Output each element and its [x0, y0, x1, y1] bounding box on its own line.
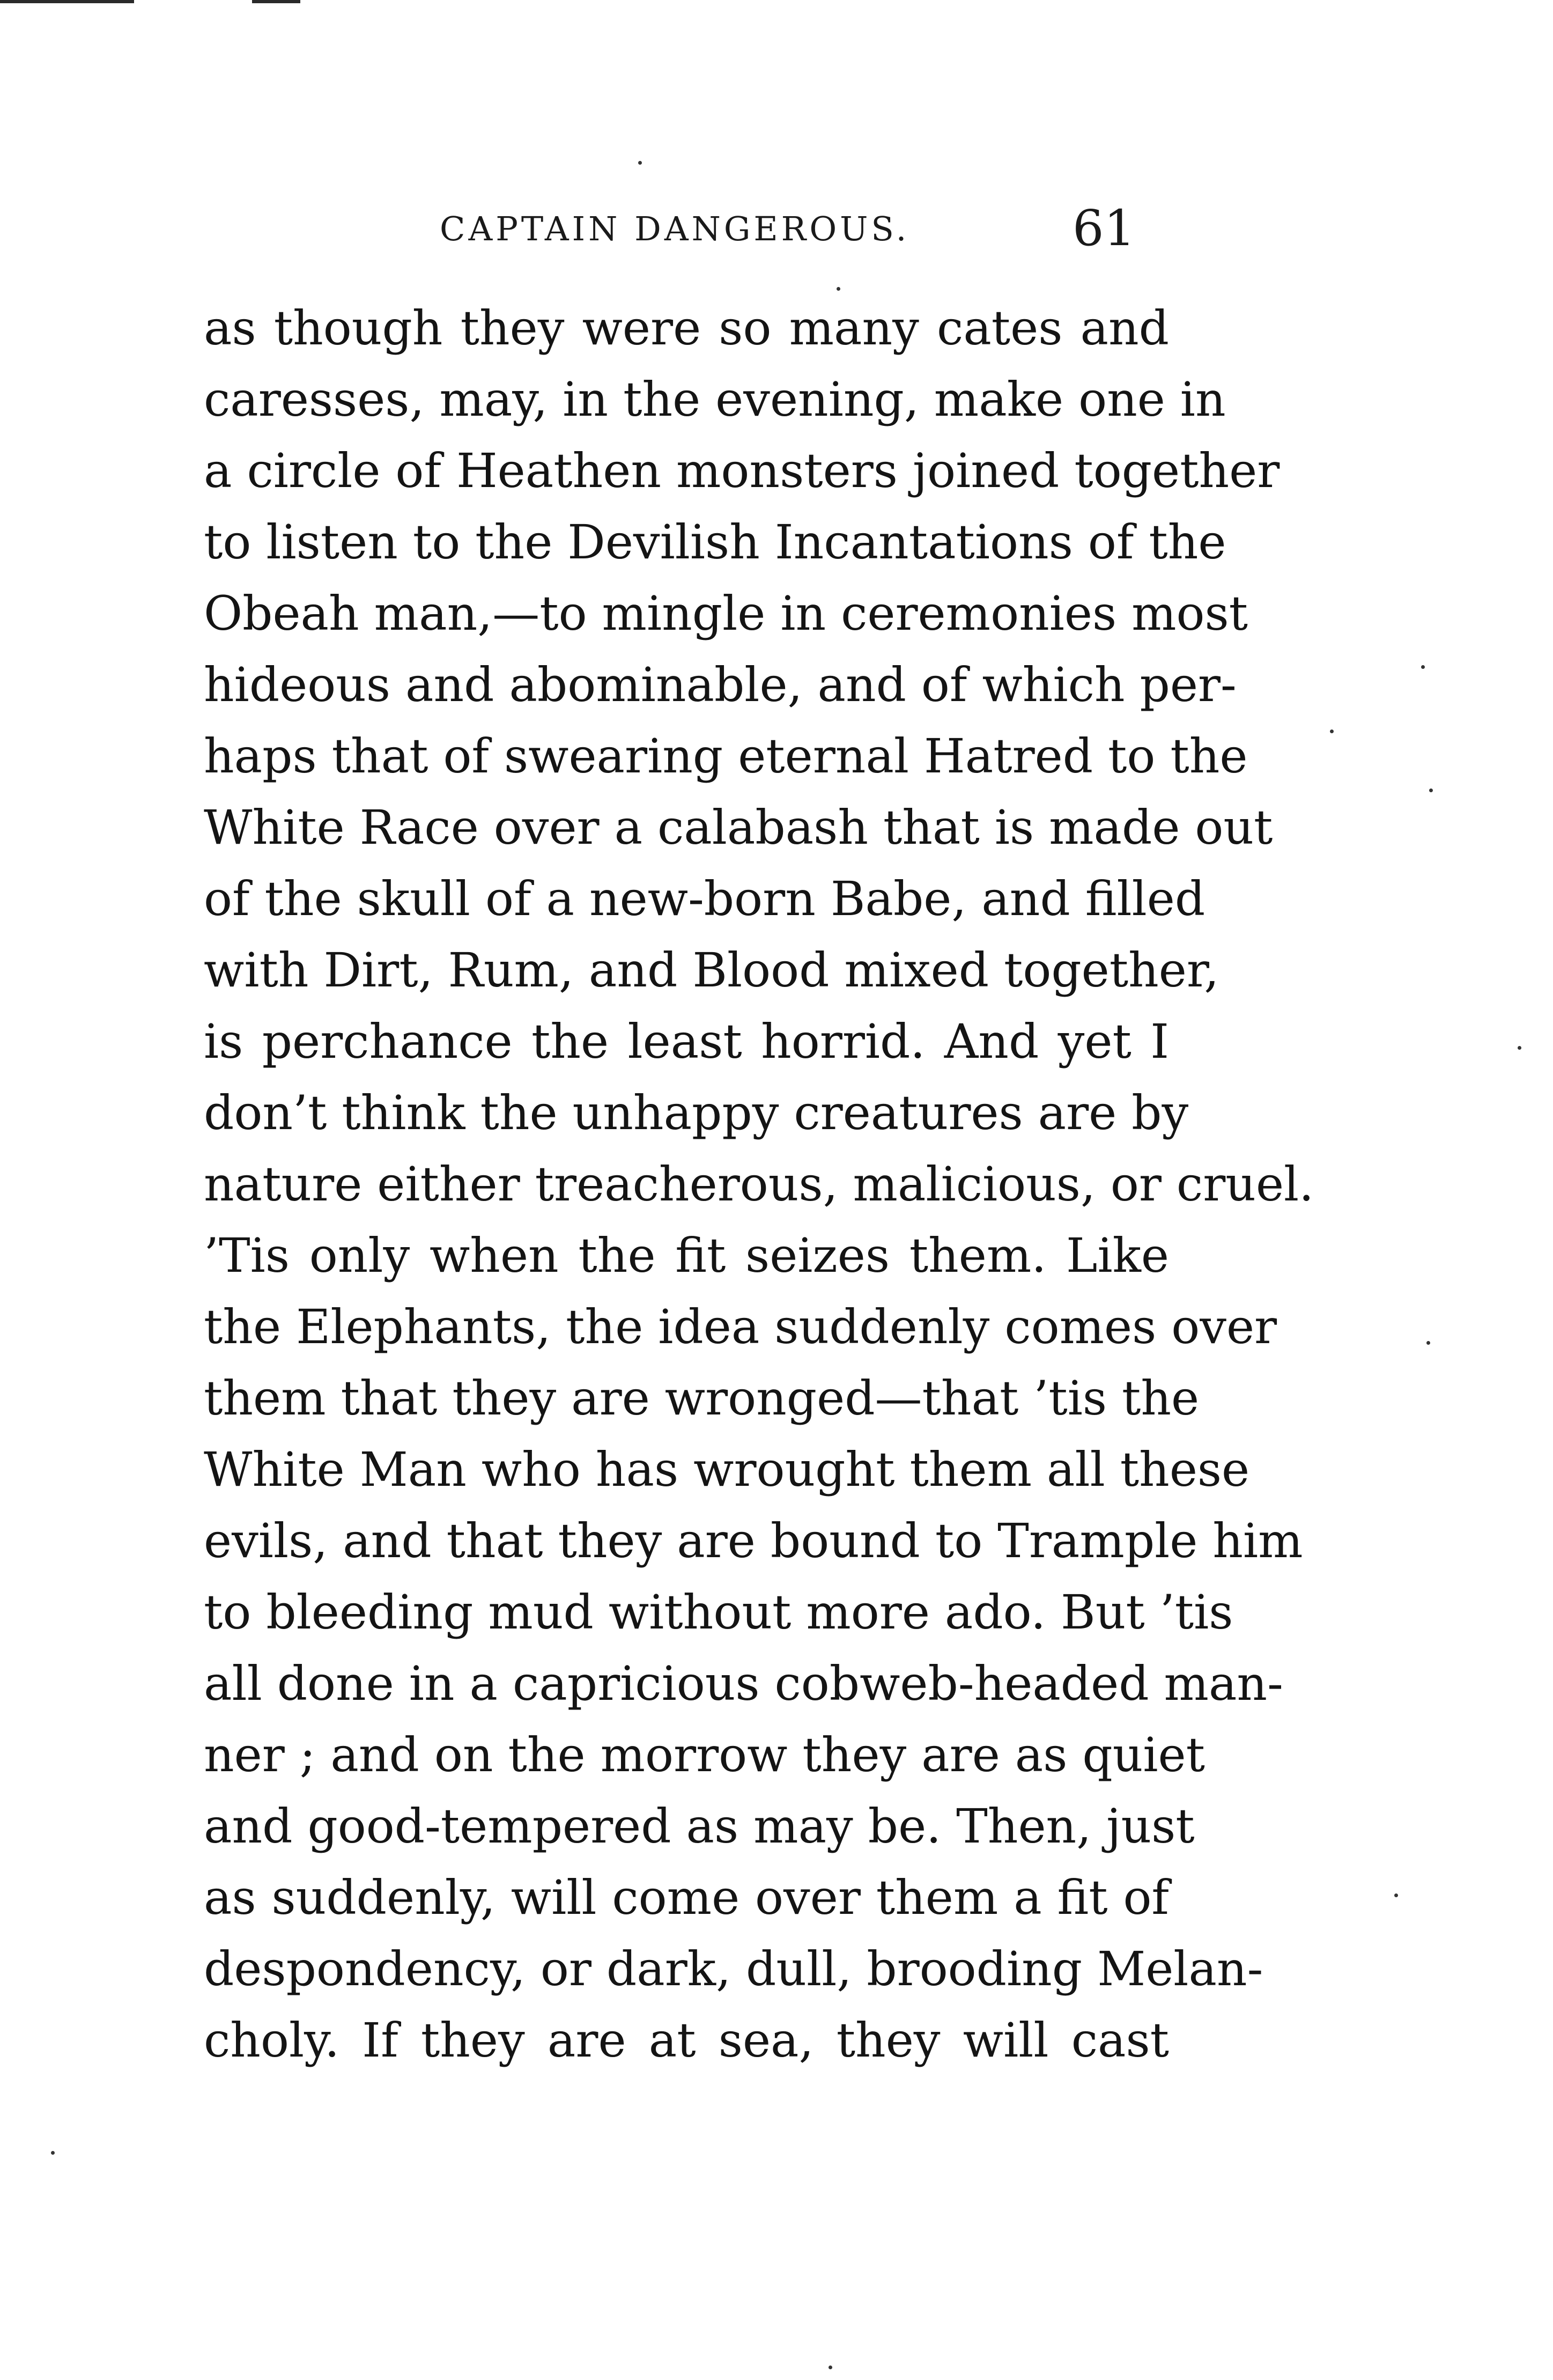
scan-speck [1421, 665, 1425, 669]
text-line: and good-tempered as may be. Then, just [204, 1799, 1195, 1854]
scan-speck [1518, 1046, 1521, 1050]
text-line: White Man who has wrought them all these [204, 1442, 1250, 1497]
scan-speck [51, 2151, 55, 2155]
text-line: the Elephants, the idea suddenly comes over [204, 1299, 1277, 1354]
scan-speck [837, 287, 840, 291]
scan-speck [638, 161, 642, 165]
text-line: with Dirt, Rum, and Blood mixed together, [204, 942, 1219, 998]
scan-speck [1429, 789, 1433, 792]
text-line: evils, and that they are bound to Trample him [204, 1513, 1303, 1568]
text-line: to listen to the Devilish Incantations of the [204, 514, 1226, 570]
scan-speck [1394, 1893, 1398, 1897]
text-line: hideous and abominable, and of which per- [204, 657, 1237, 712]
text-line: as though they were so many cates and [204, 300, 1169, 356]
text-line: of the skull of a new-born Babe, and filled [204, 871, 1206, 926]
text-line: all done in a capricious cobweb-headed man- [204, 1656, 1283, 1711]
text-line: nature either treacherous, malicious, or cruel. [204, 1156, 1314, 1212]
text-line: as suddenly, will come over them a fit of [204, 1870, 1169, 1925]
text-line: despondency, or dark, dull, brooding Melan- [204, 1941, 1263, 1996]
text-line: Obeah man,—to mingle in ceremonies most [204, 586, 1248, 641]
page-number: 61 [1073, 200, 1136, 257]
running-title: CAPTAIN DANGEROUS. [440, 209, 910, 248]
text-line: White Race over a calabash that is made out [204, 800, 1273, 855]
text-line: is perchance the least horrid. And yet I [204, 1014, 1169, 1069]
body-text [204, 292, 1314, 2076]
scan-edge-mark [0, 0, 134, 3]
scan-speck [829, 2366, 832, 2369]
text-line: a circle of Heathen monsters joined together [204, 443, 1280, 498]
scan-edge-mark [252, 0, 300, 3]
text-line: haps that of swearing eternal Hatred to the [204, 728, 1248, 784]
text-line: to bleeding mud without more ado. But ’tis [204, 1585, 1233, 1640]
text-line: them that they are wronged—that ’tis the [204, 1370, 1200, 1426]
text-line: caresses, may, in the evening, make one in [204, 372, 1226, 427]
scan-speck [1330, 730, 1334, 733]
text-line: choly. If they are at sea, they will cast [204, 2013, 1169, 2068]
text-line: ’Tis only when the fit seizes them. Like [204, 1228, 1169, 1283]
text-line: don’t think the unhappy creatures are by [204, 1085, 1189, 1140]
scan-speck [1426, 1341, 1430, 1345]
text-line: ner ; and on the morrow they are as quiet [204, 1727, 1205, 1782]
